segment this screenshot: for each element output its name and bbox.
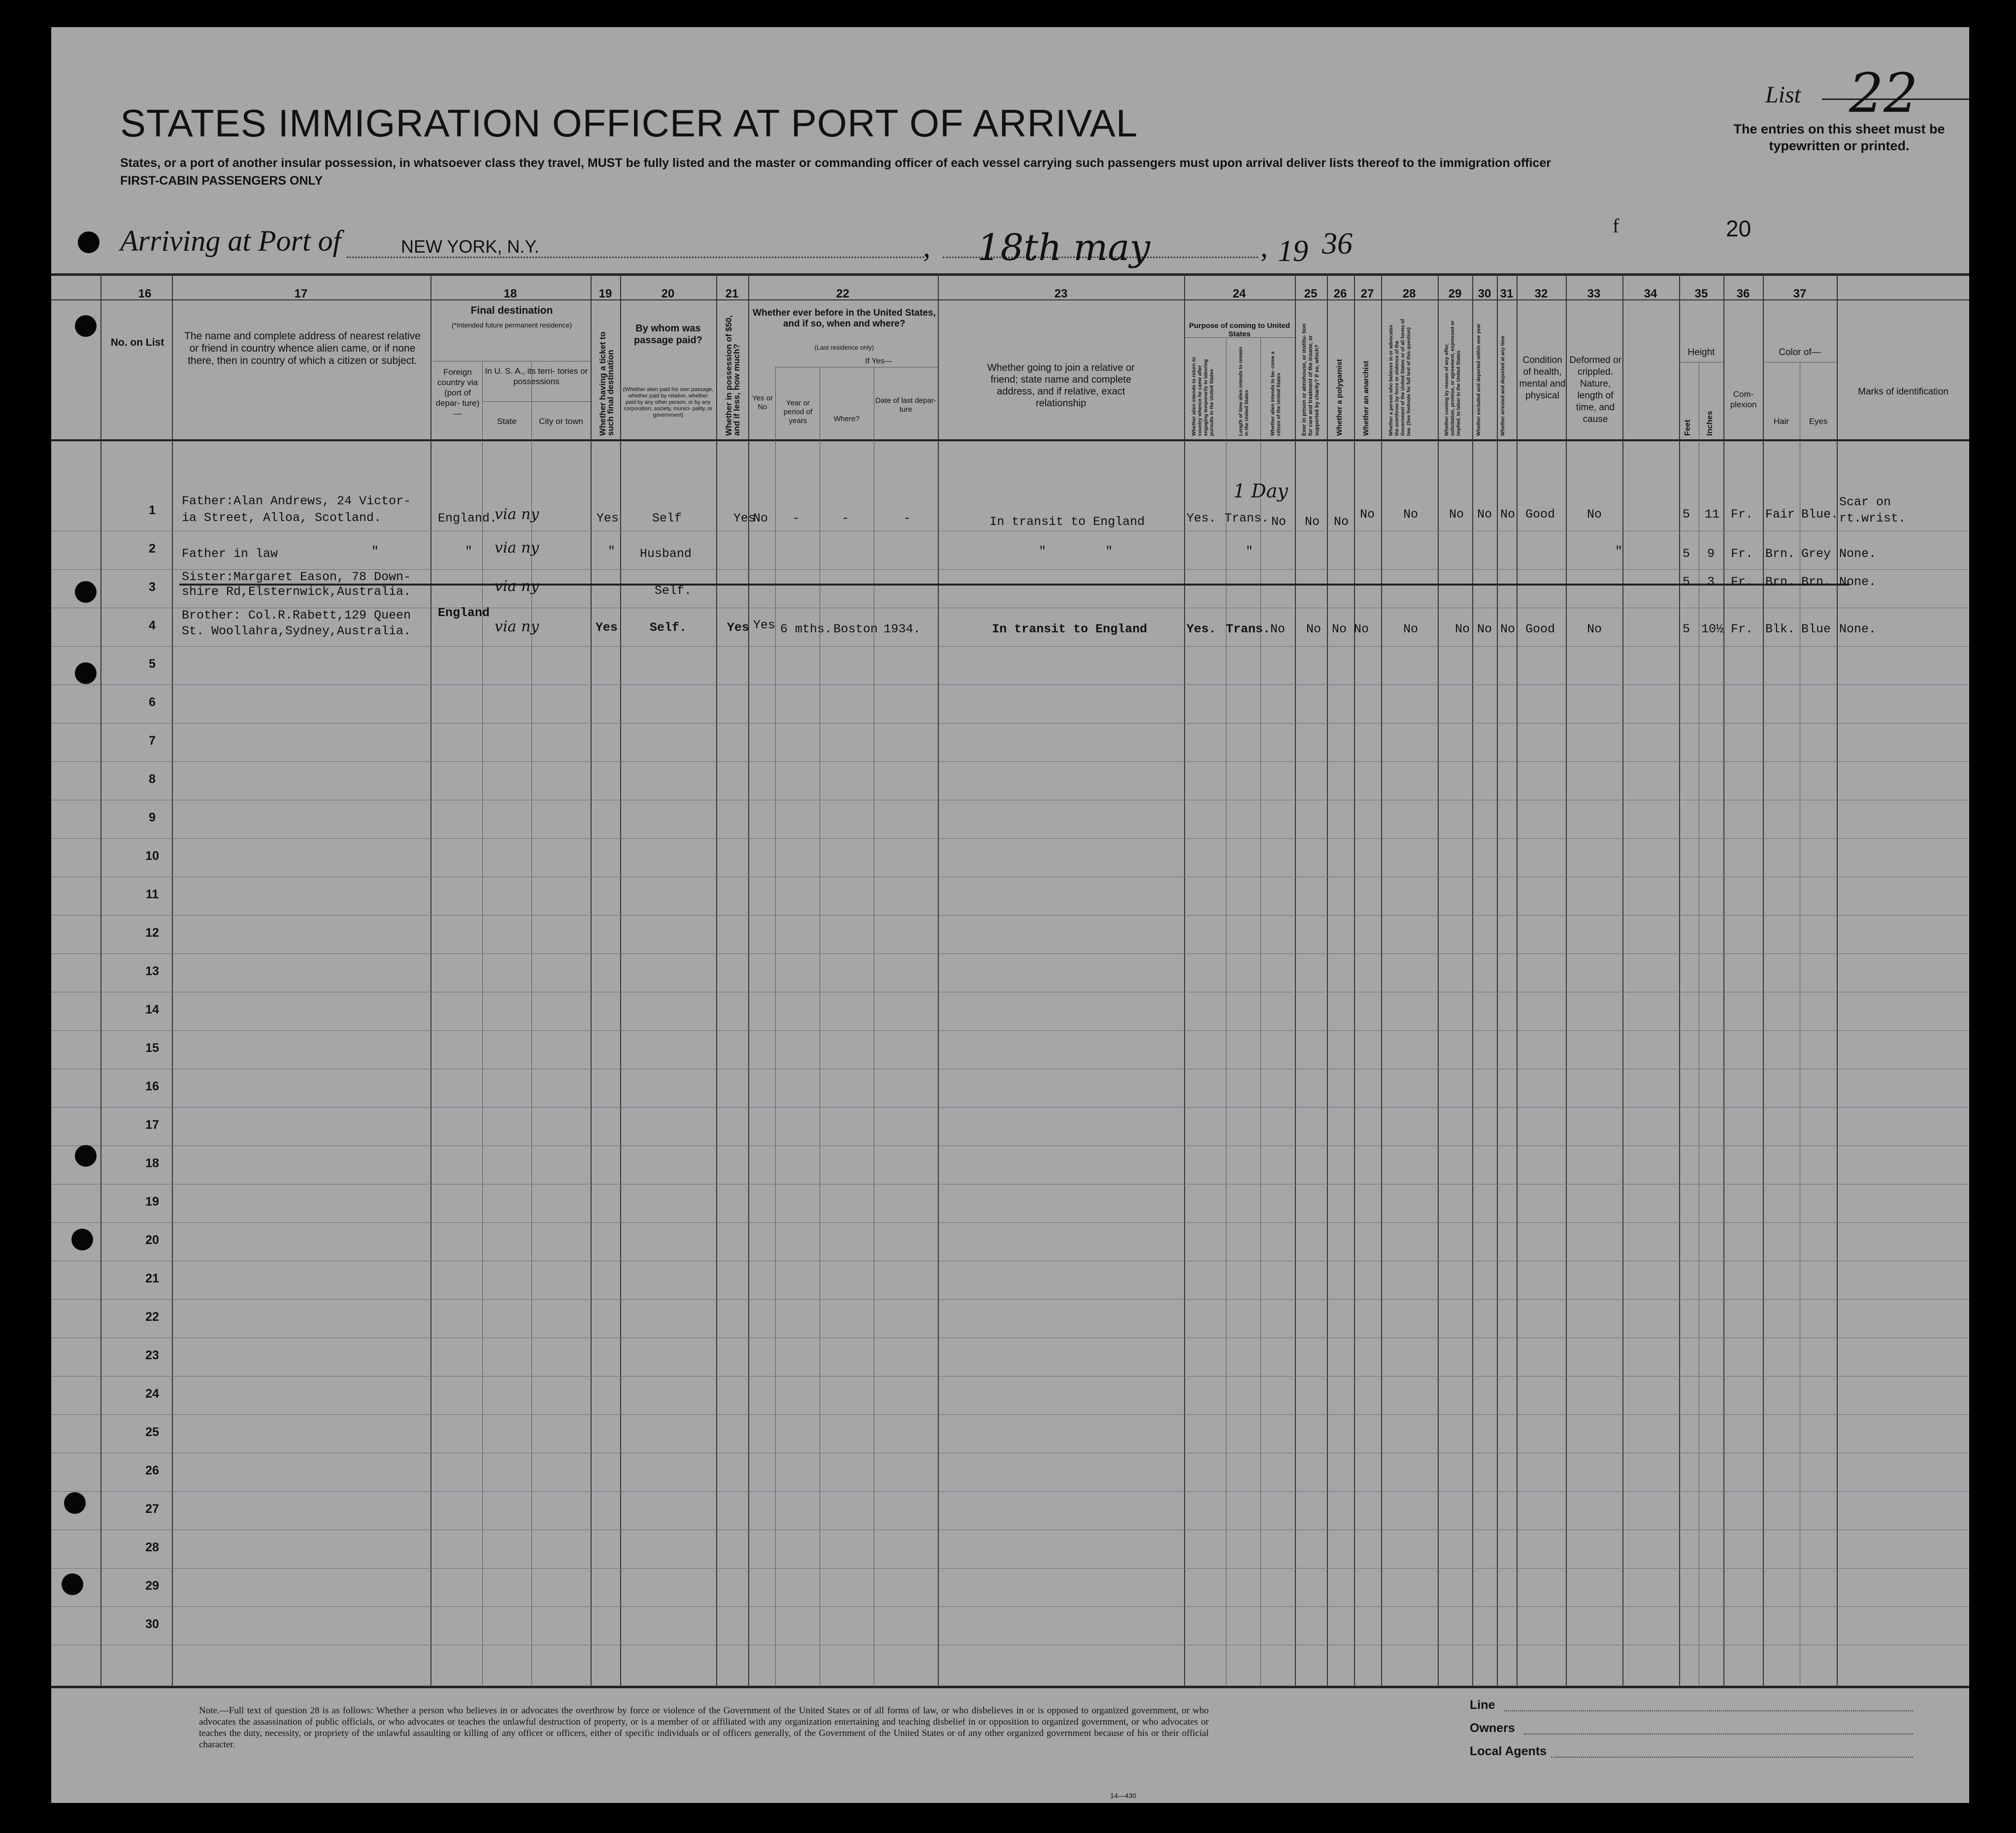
page-subtitle: States, or a port of another insular possession, in whatsoever class they travel, MUST be fully listed and the master or commanding officer of each vessel carrying such passengers must upon arrival deliver lists thereof to the immigration officer: [120, 156, 1551, 170]
column-divider: [1679, 273, 1680, 1687]
arriving-label: Arriving at Port of: [120, 225, 341, 257]
column-number: 18: [503, 287, 517, 300]
row4-health: Good: [1525, 622, 1555, 636]
column-number: 34: [1644, 287, 1657, 300]
footer-line-underline: [1504, 1710, 1913, 1711]
footer-owners-underline: [1524, 1734, 1913, 1735]
port-value: NEW YORK, N.Y.: [401, 236, 539, 257]
year-printed: 20: [1726, 216, 1752, 241]
row4-feet: 5: [1683, 622, 1690, 636]
row1-hair: Fair: [1765, 507, 1795, 522]
row4-hair: Blk.: [1765, 622, 1795, 636]
row4-offer: No: [1455, 622, 1470, 636]
row4-period: 6 mths.: [780, 622, 832, 636]
header-city: City or town: [539, 417, 583, 426]
row4-polygamist: No: [1332, 622, 1347, 636]
row2-inches: 9: [1707, 547, 1715, 561]
row4-length: Trans.: [1226, 622, 1271, 636]
row4-joining: In transit to England: [992, 622, 1148, 636]
header-if-yes: If Yes—: [865, 357, 892, 365]
header-overthrow: Whether a person who believes in or advocates the overthrow by force or violence of the Government of the United States or of all forms of law. (See footnote for full text of this question): [1388, 319, 1412, 436]
column-number: 27: [1360, 287, 1374, 300]
row1-period: -: [793, 511, 800, 525]
row1-inches: 11: [1705, 507, 1720, 522]
binder-hole: [75, 581, 97, 603]
ditto-mark: ": [1615, 544, 1623, 558]
row1-arrested: No: [1500, 507, 1516, 522]
subheader-rule: [482, 401, 591, 402]
row1-citizen: No: [1271, 515, 1287, 529]
row4-fifty: Yes: [727, 621, 750, 635]
column-divider: [1327, 273, 1328, 1687]
row4-citizen: No: [1270, 622, 1286, 636]
row-number: 23: [145, 1348, 159, 1362]
column-divider: [1438, 273, 1439, 1687]
stray-mark: f: [1613, 215, 1619, 237]
binder-hole: [71, 1229, 93, 1250]
row2-marks: None.: [1839, 547, 1877, 561]
row1-polygamist: No: [1334, 515, 1349, 529]
row-number: 11: [145, 887, 159, 901]
header-purpose: Purpose of coming to United States: [1189, 322, 1290, 338]
row1-prison: No: [1305, 515, 1320, 529]
row4-excluded: No: [1477, 622, 1492, 636]
row-number: 19: [145, 1195, 159, 1209]
row4-anarchist: No: [1354, 622, 1369, 636]
column-number: 21: [725, 287, 739, 300]
row2-relative: Father in law: [182, 547, 278, 561]
footer-owners-label: Owners: [1470, 1721, 1515, 1735]
separator-comma: ,: [923, 230, 930, 263]
ditto-mark: ": [1039, 544, 1047, 558]
row1-excluded: No: [1477, 507, 1492, 522]
binder-hole: [78, 231, 99, 253]
row-number: 5: [149, 657, 156, 671]
row4-overthrow: No: [1403, 622, 1419, 636]
row1-ticket: Yes: [596, 511, 619, 525]
list-label: List: [1765, 82, 1801, 108]
row4-where: Boston: [833, 622, 878, 636]
row-line: [51, 646, 1969, 647]
row-number: 27: [145, 1502, 159, 1516]
manifest-sheet: [51, 27, 1969, 1803]
column-divider: [938, 273, 939, 1687]
header-relative: The name and complete address of nearest relative or friend in country whence alien came, or if none there, then in country of which a citizen or subject.: [184, 330, 421, 366]
row4-relative-line2: St. Woollahra,Sydney,Australia.: [182, 624, 411, 638]
row-number: 13: [145, 964, 159, 978]
column-divider: [1381, 273, 1382, 1687]
row1-marks-line2: rt.wrist.: [1839, 511, 1906, 525]
row4-before: Yes: [753, 618, 776, 632]
header-complexion: Com- plexion: [1730, 390, 1757, 409]
row-number: 9: [149, 811, 156, 824]
row-number: 21: [145, 1272, 159, 1285]
row4-via: via ny: [495, 618, 539, 635]
row-line: [51, 838, 1969, 839]
row4-eyes: Blue: [1801, 622, 1831, 636]
row-number: 18: [145, 1156, 159, 1170]
header-prison: Ever in prison or almshouse, or institu- tion for care and treatment of the insane, or supported by charity? If so, which?: [1301, 324, 1320, 436]
header-arrested: Whether arrested and deported at any time: [1500, 335, 1506, 436]
header-inches: Inches: [1706, 411, 1714, 436]
row1-offer: No: [1449, 507, 1464, 522]
column-number: 23: [1054, 287, 1068, 300]
ditto-mark: ": [608, 544, 616, 558]
footer-line-label: Line: [1470, 1698, 1495, 1712]
row1-purpose: Yes.: [1187, 511, 1217, 525]
row-strike-line: [179, 584, 1849, 586]
row-number: 17: [145, 1118, 159, 1132]
row1-deformed: No: [1587, 507, 1602, 522]
column-number: 35: [1694, 287, 1708, 300]
header-polygamist: Whether a polygamist: [1335, 359, 1344, 436]
row2-feet: 5: [1683, 547, 1690, 561]
header-state: State: [497, 417, 517, 426]
column-number: 17: [294, 287, 308, 300]
binder-hole: [75, 315, 97, 337]
row1-via: via ny: [495, 506, 539, 523]
header-final-destination-note: (*Intended future permanent residence): [451, 321, 572, 329]
subcolumn-divider: [1260, 337, 1261, 1687]
header-purpose-return: Whether alien intends to return to country whence he came after engaging temporarily in laboring pursuits in the United States: [1191, 357, 1215, 436]
row2-via: via ny: [495, 539, 539, 556]
row1-relative-line2: ia Street, Alloa, Scotland.: [182, 511, 382, 525]
header-eyes: Eyes: [1809, 417, 1828, 426]
row4-foreign: England: [438, 606, 490, 620]
row1-foreign: England.: [438, 511, 497, 525]
row3-inches: 3: [1707, 575, 1715, 589]
header-feet: Feet: [1684, 420, 1692, 436]
row1-joining: In transit to England: [990, 515, 1145, 529]
row-line: [51, 1107, 1969, 1108]
ditto-mark: ": [465, 544, 473, 558]
table-bottom-rule: [51, 1686, 1969, 1688]
form-number: 14—430: [1110, 1792, 1136, 1800]
column-number-rule: [51, 299, 1969, 300]
header-height: Height: [1687, 347, 1715, 358]
column-number: 28: [1402, 287, 1416, 300]
row-number: 22: [145, 1310, 159, 1324]
row1-anarchist: No: [1360, 507, 1375, 522]
row4-deformed: No: [1587, 622, 1602, 636]
header-joining: Whether going to join a relative or friend; state name and complete address, and if relative, exact relationship: [987, 362, 1135, 409]
header-passage-paid: By whom was passage paid?: [634, 323, 702, 346]
row3-eyes: Brn.: [1801, 575, 1831, 589]
row4-paid-by: Self.: [650, 621, 687, 635]
column-divider: [1295, 273, 1296, 1687]
year-prefix: 19: [1278, 234, 1308, 268]
row3-via: via ny: [495, 578, 539, 595]
row-number: 3: [149, 580, 156, 594]
header-date-departure: Date of last depar- ture: [875, 396, 936, 414]
column-number: 25: [1304, 287, 1318, 300]
column-number: 33: [1587, 287, 1601, 300]
header-period: Year or period of years: [783, 399, 813, 425]
header-where: Where?: [833, 415, 860, 423]
column-divider: [1723, 273, 1724, 1687]
row1-fifty: Yes: [733, 511, 756, 525]
column-divider: [591, 273, 592, 1687]
column-number: 32: [1534, 287, 1548, 300]
header-before-note: (Last residence only): [814, 344, 874, 351]
column-number: 29: [1448, 287, 1462, 300]
row-number: 1: [149, 503, 156, 517]
row1-complexion: Fr.: [1731, 507, 1753, 522]
footer-agents-underline: [1551, 1757, 1913, 1758]
row2-complexion: Fr.: [1731, 547, 1753, 561]
column-number: 16: [138, 287, 152, 300]
column-divider: [430, 273, 431, 1687]
header-deformed: Deformed or crippled. Nature, length of time, and cause: [1569, 355, 1621, 425]
row-number: 8: [149, 772, 156, 786]
footer-agents-label: Local Agents: [1470, 1744, 1547, 1758]
header-passage-note: (Whether alien paid his own passage, whether paid by relative, whether paid by any other person, or by any corporation, society, munici- pality, or government): [623, 387, 714, 418]
header-color-of: Color of—: [1779, 347, 1821, 358]
row1-where: -: [842, 511, 850, 525]
row2-eyes: Grey: [1801, 547, 1831, 561]
row-line: [51, 915, 1969, 916]
row-number: 10: [145, 849, 159, 863]
header-excluded: Whether excluded and deported within one year: [1476, 324, 1482, 436]
row-number: 6: [149, 695, 156, 709]
entries-note: The entries on this sheet must be typewritten or printed.: [1733, 122, 1945, 153]
column-number: 24: [1232, 287, 1246, 300]
column-number: 19: [598, 287, 612, 300]
row3-relative-line2: shire Rd,Elsternwick,Australia.: [182, 585, 411, 599]
row4-ticket: Yes: [595, 621, 618, 635]
row1-eyes: Blue.: [1801, 507, 1839, 522]
column-divider: [620, 273, 621, 1687]
row-number: 14: [145, 1003, 159, 1016]
row-line: [51, 1414, 1969, 1415]
column-divider: [1184, 273, 1185, 1687]
ditto-mark: ": [1246, 544, 1254, 558]
row-number: 20: [145, 1233, 159, 1247]
row-line: [51, 1606, 1969, 1607]
row-number: 2: [149, 542, 156, 556]
column-number: 36: [1736, 287, 1750, 300]
list-number: 22: [1849, 62, 1918, 125]
row-number: 28: [145, 1540, 159, 1554]
row3-paid-by: Self.: [655, 584, 692, 598]
row-number: 26: [145, 1464, 159, 1477]
ditto-mark: ": [1105, 544, 1113, 558]
column-divider: [1837, 273, 1838, 1687]
row1-relative-line1: Father:Alan Andrews, 24 Victor-: [182, 494, 411, 508]
row1-length-handwritten: 1 Day: [1233, 480, 1288, 502]
header-before-in-us: Whether ever before in the United States, and if so, when and where?: [753, 308, 936, 329]
row-number: 15: [145, 1041, 159, 1055]
year-suffix: 36: [1322, 227, 1353, 261]
footnote: Note.—Full text of question 28 is as follows: Whether a person who believes in or advocates the overthrow by force or violence of the Government of the United States or of all forms of law, or who disbelieves in or is opposed to organized government, or who advocates the assassination of public officials, or who advocates or teaches the unlawful destruction of property, or is a member of or affiliated with any organization entertaining and teaching disbelief in or opposition to organized government, or who advocates or teaches the duty, necessity, or propriety of the unlawful assaulting or killing of any officer or officers, either of specific individuals or of officers generally, of the Government of the United States or of any other organized government because of his or their official character.: [199, 1705, 1209, 1750]
row3-complexion: Fr.: [1731, 575, 1753, 589]
row2-paid-by: Husband: [640, 547, 692, 561]
column-divider: [1472, 273, 1473, 1687]
row-line: [51, 1299, 1969, 1300]
page-title: STATES IMMIGRATION OFFICER AT PORT OF ARRIVAL: [120, 101, 1138, 145]
row4-relative-line1: Brother: Col.R.Rabett,129 Queen: [182, 608, 411, 622]
header-no-on-list: No. on List: [110, 337, 165, 348]
header-hair: Hair: [1773, 417, 1789, 426]
table-top-rule: [51, 273, 1969, 276]
header-in-usa: In U. S. A., its terri- tories or possessions: [485, 366, 588, 386]
binder-hole: [62, 1573, 83, 1595]
row-number: 30: [145, 1617, 159, 1631]
subcolumn-divider: [775, 367, 776, 1687]
row1-overthrow: No: [1403, 507, 1419, 522]
header-anarchist: Whether an anarchist: [1362, 360, 1370, 436]
header-final-destination: Final destination: [470, 305, 553, 316]
row-line: [51, 1491, 1969, 1492]
row1-health: Good: [1525, 507, 1555, 522]
row4-date-last: 1934.: [884, 622, 921, 636]
row3-relative-line1: Sister:Margaret Eason, 78 Down-: [182, 570, 411, 584]
subcolumn-divider: [482, 362, 483, 1687]
row4-prison: No: [1306, 622, 1322, 636]
header-bottom-rule: [51, 439, 1969, 441]
row4-arrested: No: [1500, 622, 1516, 636]
arrival-date: 18th may: [977, 227, 1151, 269]
column-number: 37: [1793, 287, 1807, 300]
header-health: Condition of health, mental and physical: [1519, 355, 1566, 401]
cabin-class: FIRST-CABIN PASSENGERS ONLY: [120, 174, 323, 188]
column-divider: [1354, 273, 1355, 1687]
binder-hole: [75, 1145, 97, 1167]
row-number: 12: [145, 926, 159, 940]
column-number: 31: [1500, 287, 1514, 300]
row-number: 7: [149, 734, 156, 748]
column-divider: [716, 273, 717, 1687]
header-foreign-country: Foreign country via (port of depar- ture)—: [435, 367, 480, 418]
column-divider: [1763, 273, 1764, 1687]
column-number: 20: [661, 287, 675, 300]
row1-paid-by: Self: [652, 511, 682, 525]
column-divider: [748, 273, 749, 1687]
row3-feet: 5: [1683, 575, 1690, 589]
subcolumn-divider: [531, 362, 532, 1687]
row-line: [51, 1030, 1969, 1031]
column-number: 26: [1333, 287, 1347, 300]
row-number: 24: [145, 1387, 159, 1401]
column-divider: [1497, 273, 1498, 1687]
row4-inches: 10½: [1701, 622, 1724, 636]
header-purpose-length: Length of time alien intends to remain in the United States: [1238, 347, 1250, 436]
row4-marks: None.: [1839, 622, 1877, 636]
header-fifty-dollars: Whether in possession of $50, and if less, how much?: [724, 315, 741, 436]
row2-hair: Brn.: [1765, 547, 1795, 561]
column-divider: [100, 273, 101, 1687]
row1-length: Trans.: [1224, 511, 1269, 525]
column-divider: [1566, 273, 1567, 1687]
row3-marks: None.: [1839, 575, 1877, 589]
column-divider: [1517, 273, 1518, 1687]
row-line: [51, 1568, 1969, 1569]
header-ticket: Whether having a ticket to such final destination: [598, 331, 615, 436]
row4-purpose: Yes.: [1187, 622, 1217, 636]
row-number: 29: [145, 1579, 159, 1593]
column-divider: [1622, 273, 1623, 1687]
header-labor-offer: Whether coming by reason of any offer, solicitation, promise, or agreement, expressed or implied, to labor in the United States: [1444, 321, 1461, 436]
row4-complexion: Fr.: [1731, 622, 1753, 636]
row-number: 25: [145, 1425, 159, 1439]
header-purpose-citizen: Whether alien intends to be- come a citizen of the United States: [1270, 351, 1282, 436]
row1-marks-line1: Scar on: [1839, 495, 1891, 509]
row-line: [51, 761, 1969, 762]
row1-feet: 5: [1683, 507, 1690, 522]
row-number: 4: [149, 619, 156, 632]
ditto-mark: ": [371, 544, 379, 558]
column-number: 30: [1478, 287, 1491, 300]
header-yes-or-no: Yes or No: [752, 394, 773, 411]
binder-hole: [75, 662, 97, 684]
column-number: 22: [836, 287, 850, 300]
separator-comma: ,: [1260, 230, 1268, 263]
row-line: [51, 1222, 1969, 1223]
row-line: [51, 953, 1969, 954]
row1-date-last: -: [903, 511, 911, 525]
binder-hole: [64, 1492, 86, 1514]
row3-hair: Brn.: [1765, 575, 1795, 589]
row-number: 16: [145, 1080, 159, 1093]
header-marks: Marks of identification: [1858, 387, 1949, 397]
row1-before: No: [753, 511, 768, 525]
